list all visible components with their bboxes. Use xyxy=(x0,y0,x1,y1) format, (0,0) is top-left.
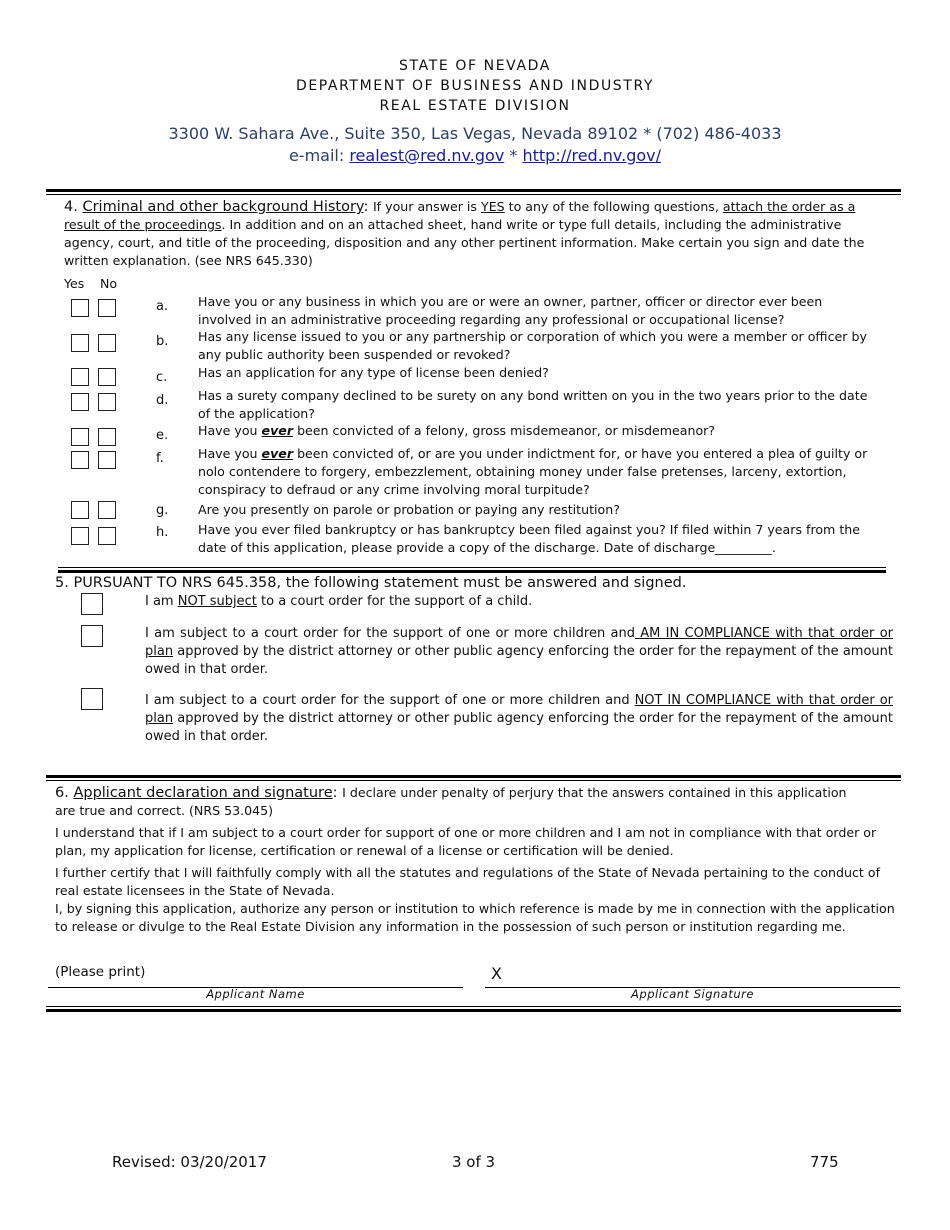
opt2-a: I am subject to a court order for the support of one or more children and xyxy=(145,626,635,641)
question-b-no-checkbox[interactable] xyxy=(98,334,116,352)
section4-number: 4. xyxy=(64,199,83,215)
in-compliance-checkbox[interactable] xyxy=(81,625,103,647)
opt3-a: I am subject to a court order for the support of one or more children and xyxy=(145,693,635,708)
question-a-no-checkbox[interactable] xyxy=(98,299,116,317)
section6-paragraph-authorize: I, by signing this application, authorize any person or institution to which reference is made by me in connection with the application to release or divulge to the Real Estate Division any information in the possession of such person or institution regarding me. xyxy=(55,901,895,934)
question-c-letter: c. xyxy=(156,370,168,385)
section-divider-4-5 xyxy=(58,567,886,573)
section5-title: 5. PURSUANT TO NRS 645.358, the following statement must be answered and signed. xyxy=(55,575,687,591)
in-compliance-statement xyxy=(145,625,893,679)
section6-number: 6. xyxy=(55,785,74,801)
question-e-letter: e. xyxy=(156,428,169,443)
question-h-yes-checkbox[interactable] xyxy=(71,527,89,545)
opt2-b: approved by the district attorney or other public agency enforcing the order for the repayment of the amount owed in that order. xyxy=(145,644,893,677)
question-b-letter: b. xyxy=(156,334,169,349)
email-link[interactable]: realest@red.nv.gov xyxy=(349,146,505,165)
header-address: 3300 W. Sahara Ave., Suite 350, Las Vegas, Nevada 89102 * (702) 486-4033 xyxy=(168,124,782,143)
question-e-no-checkbox[interactable] xyxy=(98,428,116,446)
question-a-yes-checkbox[interactable] xyxy=(71,299,89,317)
question-c-yes-checkbox[interactable] xyxy=(71,368,89,386)
header-department: DEPARTMENT OF BUSINESS AND INDUSTRY xyxy=(295,78,655,94)
opt1-underlined: NOT subject xyxy=(177,594,257,609)
section4-attach: attach the order as a result of the proceedings xyxy=(64,199,856,232)
section-divider-5-6 xyxy=(46,775,901,781)
header-contact xyxy=(0,146,950,165)
section4-intro-a: If your answer is xyxy=(372,199,481,214)
question-e-text xyxy=(198,422,878,440)
question-g-no-checkbox[interactable] xyxy=(98,501,116,519)
question-f-no-checkbox[interactable] xyxy=(98,451,116,469)
contact-separator: * xyxy=(504,146,523,165)
website-link[interactable]: http://red.nv.gov/ xyxy=(522,146,662,165)
signature-x-mark: X xyxy=(491,964,502,983)
opt2-underlined: AM IN COMPLIANCE with that order or plan xyxy=(145,626,893,659)
question-g-letter: g. xyxy=(156,503,169,518)
question-b-yes-checkbox[interactable] xyxy=(71,334,89,352)
applicant-signature-field[interactable] xyxy=(485,964,900,986)
question-h-text: Have you ever filed bankruptcy or has bankruptcy been filed against you? If filed within 7 years from the date of this application, please provide a copy of the discharge. Date of discharge_________. xyxy=(198,522,860,555)
question-e-pre: Have you xyxy=(198,423,262,438)
applicant-name-label: Applicant Name xyxy=(206,987,305,1001)
question-f-pre: Have you xyxy=(198,446,262,461)
opt1-b: to a court order for the support of a child. xyxy=(256,594,533,609)
section6-paragraph-certify: I further certify that I will faithfully comply with all the statutes and regulations of the State of Nevada pertaining to the conduct of real estate licensees in the State of Nevada. xyxy=(55,865,881,898)
not-in-compliance-checkbox[interactable] xyxy=(81,688,103,710)
footer-page-number: 3 of 3 xyxy=(452,1153,496,1171)
email-label: e-mail: xyxy=(288,146,350,165)
footer-revised: Revised: 03/20/2017 xyxy=(112,1153,267,1171)
question-d-letter: d. xyxy=(156,393,169,408)
question-e-post: been convicted of a felony, gross misdemeanor, or misdemeanor? xyxy=(293,423,716,438)
section6-colon: : xyxy=(332,785,343,801)
question-h-no-checkbox[interactable] xyxy=(98,527,116,545)
question-g-yes-checkbox[interactable] xyxy=(71,501,89,519)
question-c-text: Has an application for any type of license been denied? xyxy=(198,365,549,380)
section4-colon: : xyxy=(363,199,373,215)
question-g-text: Are you presently on parole or probation or paying any restitution? xyxy=(198,502,620,517)
header-state: STATE OF NEVADA xyxy=(399,58,551,74)
section-divider-top xyxy=(46,189,901,195)
opt1-a: I am xyxy=(145,594,178,609)
section6-declaration-text: I declare under penalty of perjury that the answers contained in this application are true and correct. (NRS 53.045) xyxy=(55,785,847,818)
question-d-no-checkbox[interactable] xyxy=(98,393,116,411)
question-f-text xyxy=(198,445,878,499)
question-d-yes-checkbox[interactable] xyxy=(71,393,89,411)
section4-intro xyxy=(64,198,874,270)
question-a-text: Have you or any business in which you are or were an owner, partner, officer or director ever been involved in an administrative proceeding regarding any professional or occupational license? xyxy=(198,294,823,327)
section-divider-bottom xyxy=(46,1006,901,1012)
question-f-emphasis: ever xyxy=(261,446,294,461)
question-f-letter: f. xyxy=(156,451,164,466)
section6-declaration xyxy=(55,784,870,820)
not-subject-checkbox[interactable] xyxy=(81,593,103,615)
question-e-yes-checkbox[interactable] xyxy=(71,428,89,446)
section6-title: Applicant declaration and signature xyxy=(73,785,333,801)
section4-intro-c: . In addition and on an attached sheet, hand write or type full details, including the administrative agency, court, and title of the proceeding, disposition and any other pertinent information. Make certain you sign and date the written explanation. (see NRS 645.330) xyxy=(64,217,865,268)
opt3-b: approved by the district attorney or other public agency enforcing the order for the repayment of the amount owed in that order. xyxy=(145,711,893,744)
question-e-emphasis: ever xyxy=(261,423,294,438)
section4-yes-word: YES xyxy=(481,199,505,214)
section4-intro-b: to any of the following questions, xyxy=(504,199,723,214)
question-d-text: Has a surety company declined to be surety on any bond written on you in the two years prior to the date of the application? xyxy=(198,388,868,421)
no-column-label: No xyxy=(100,276,118,291)
question-f-yes-checkbox[interactable] xyxy=(71,451,89,469)
question-f-post: been convicted of, or are you under indictment for, or have you entered a plea of guilty or nolo contendere to forgery, embezzlement, obtaining money under false pretenses, larceny, extortion, conspiracy to defraud or any crime involving moral turpitude? xyxy=(198,446,868,497)
not-subject-statement xyxy=(145,593,893,611)
section6-paragraph-support: I understand that if I am subject to a court order for support of one or more children and I am not in compliance with that order or plan, my application for license, certification or renewal of a license or certification will be denied. xyxy=(55,825,877,858)
question-a-letter: a. xyxy=(156,299,169,314)
question-c-no-checkbox[interactable] xyxy=(98,368,116,386)
not-in-compliance-statement xyxy=(145,692,893,746)
section4-title: Criminal and other background History xyxy=(82,199,364,215)
question-h-letter: h. xyxy=(156,525,169,540)
yes-column-label: Yes xyxy=(64,276,85,291)
opt3-underlined: NOT IN COMPLIANCE with that order or plan xyxy=(145,693,893,726)
question-b-text: Has any license issued to you or any partnership or corporation of which you were a member or officer by any public authority been suspended or revoked? xyxy=(198,329,867,362)
applicant-signature-label: Applicant Signature xyxy=(631,987,754,1001)
footer-form-number: 775 xyxy=(810,1153,839,1171)
please-print-label: (Please print) xyxy=(55,964,146,980)
applicant-name-field[interactable] xyxy=(48,964,463,986)
header-division: REAL ESTATE DIVISION xyxy=(379,98,571,114)
